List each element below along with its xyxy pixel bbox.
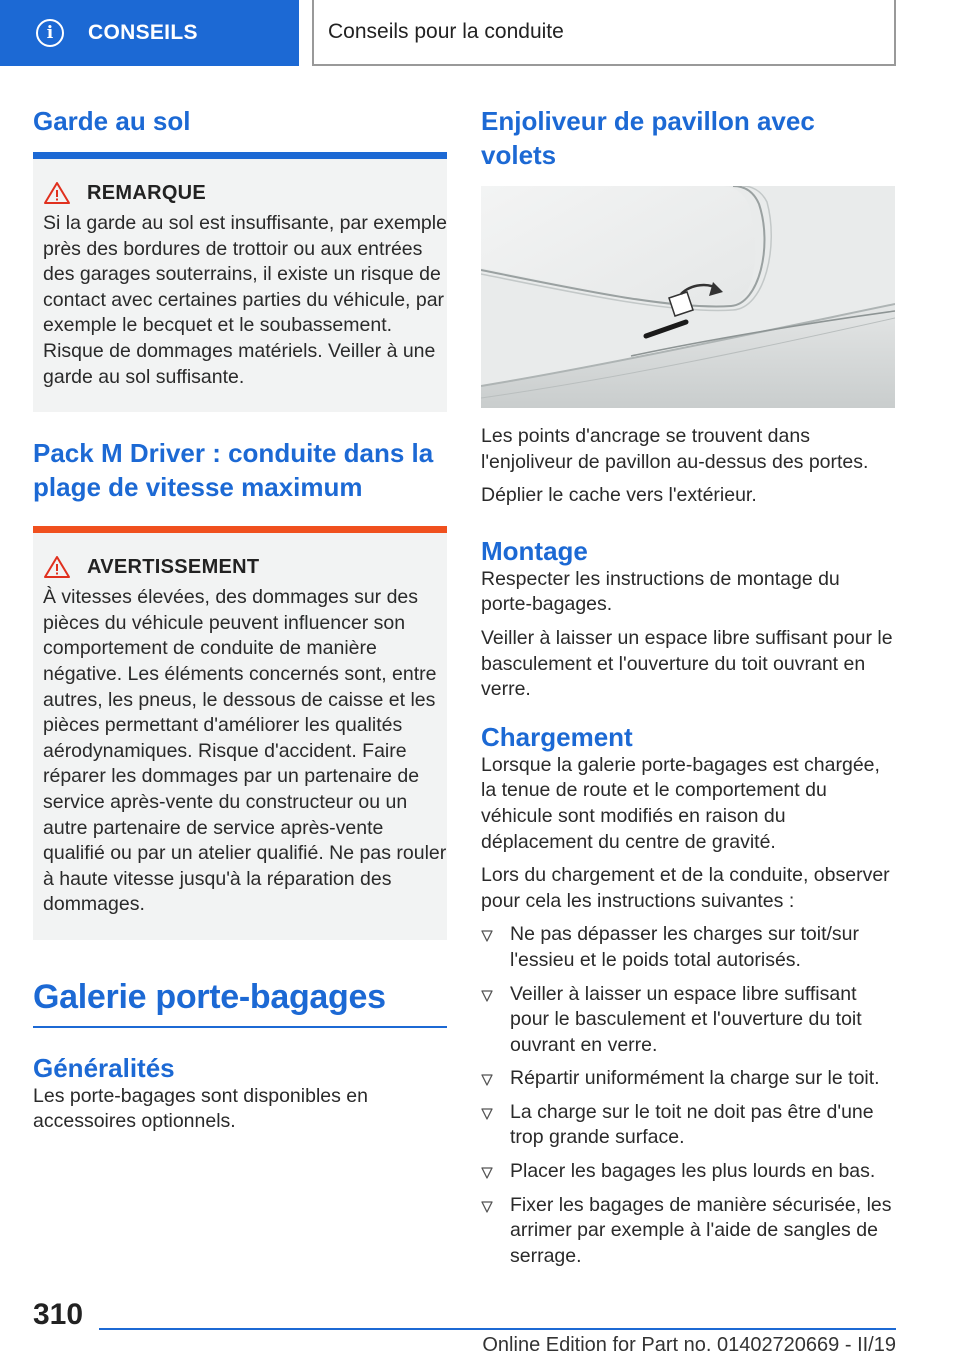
triangle-bullet-icon (481, 1201, 493, 1213)
list-item (481, 922, 895, 973)
info-icon: i (36, 19, 64, 47)
notice-title: AVERTISSEMENT (87, 555, 260, 578)
edition-footer: Online Edition for Part no. 01402720669 - II/19 (482, 1334, 896, 1356)
generalites-heading: Généralités (33, 1052, 175, 1083)
triangle-bullet-icon (481, 1167, 493, 1179)
notice-header (43, 555, 447, 579)
generalites-text: Les porte-bagages sont disponibles en accessoires optionnels. (33, 1084, 368, 1133)
enjoliveur-text-1: Les points d'ancrage se trouvent dans l'enjoliveur de pavillon au-dessus des portes. (481, 425, 869, 473)
page-header (0, 0, 960, 66)
list-item-text: Répartir uniformément la charge sur le toit. (510, 1067, 880, 1090)
left-column (33, 96, 447, 1135)
triangle-bullet-icon (481, 1074, 493, 1086)
list-item (481, 1100, 895, 1151)
section-tab (0, 0, 299, 66)
garde-au-sol-heading: Garde au sol (33, 106, 191, 136)
chargement-bullet-list (481, 922, 895, 1269)
list-item-text: La charge sur le toit ne doit pas être d'une trop grande surface. (510, 1100, 874, 1149)
montage-heading: Montage (481, 535, 588, 566)
right-column (481, 96, 895, 1269)
roof-molding-illustration (481, 186, 895, 408)
enjoliveur-heading: Enjoliveur de pavillon avec volets (481, 106, 815, 170)
warning-triangle-icon (43, 181, 71, 205)
notice-header (43, 181, 447, 205)
list-item-text: Ne pas dépasser les charges sur toit/sur l'essieu et le poids total autorisés. (510, 923, 860, 971)
avertissement-notice (33, 526, 447, 940)
list-item-text: Placer les bagages les plus lourds en bas. (510, 1160, 876, 1183)
montage-text-2: Veiller à laisser un espace libre suffisant pour le basculement et l'ouverture du toit ouvrant en verre. (481, 626, 893, 701)
montage-text-1: Respecter les instructions de montage du porte-bagages. (481, 567, 840, 616)
list-item (481, 1066, 895, 1092)
galerie-porte-bagages-heading: Galerie porte-bagages (33, 977, 386, 1016)
triangle-bullet-icon (481, 930, 493, 942)
list-item (481, 1159, 895, 1185)
notice-text: Si la garde au sol est insuffisante, par exemple près des bordures de trottoir ou aux entrées des garages souterrains, il existe un risque de contact avec certaines parties du véhicule, par exemple le becquet et le soubassement. Risque de dommages matériels. Veiller à une garde au sol suffisante. (43, 212, 447, 388)
notice-text: À vitesses élevées, des dommages sur des pièces du véhicule peuvent influencer son comportement de conduite de manière négative. Les éléments concernés sont, entre autres, les pneus, le dessous de caisse et les pièces permettant d'améliorer les qualités aérodynamiques. Risque d'accident. Faire réparer les dommages par un partenaire de service après-vente du constructeur ou un autre partenaire de service après-vente qualifié ou par un atelier qualifié. Ne pas rouler à haute vitesse jusqu'à la réparation des dommages. (43, 586, 447, 916)
page-number: 310 (33, 1298, 84, 1331)
remarque-notice (33, 152, 447, 412)
heading-rule (33, 1026, 447, 1028)
notice-title: REMARQUE (87, 181, 207, 204)
chargement-text-1: Lorsque la galerie porte-bagages est chargée, la tenue de route et le comportement du véhicule sont modifiés en raison du déplacement du centre de gravité. (481, 753, 880, 853)
chapter-title: Conseils pour la conduite (328, 20, 564, 43)
list-item-text: Veiller à laisser un espace libre suffisant pour le basculement et l'ouverture du toit ouvrant en verre. (510, 982, 862, 1056)
section-label: CONSEILS (88, 21, 198, 44)
footer-rule (99, 1328, 896, 1330)
warning-triangle-icon (43, 555, 71, 579)
pack-m-driver-heading: Pack M Driver : conduite dans la plage de vitesse maximum (33, 438, 434, 503)
chargement-heading: Chargement (481, 721, 633, 752)
chapter-tab (312, 0, 896, 66)
list-item (481, 1193, 895, 1270)
chargement-text-2: Lors du chargement et de la conduite, observer pour cela les instructions suivantes : (481, 864, 890, 912)
triangle-bullet-icon (481, 1108, 493, 1120)
list-item (481, 982, 895, 1059)
list-item-text: Fixer les bagages de manière sécurisée, les arrimer par exemple à l'aide de sangles de serrage. (510, 1193, 892, 1267)
triangle-bullet-icon (481, 990, 493, 1002)
enjoliveur-text-2: Déplier le cache vers l'extérieur. (481, 484, 757, 507)
